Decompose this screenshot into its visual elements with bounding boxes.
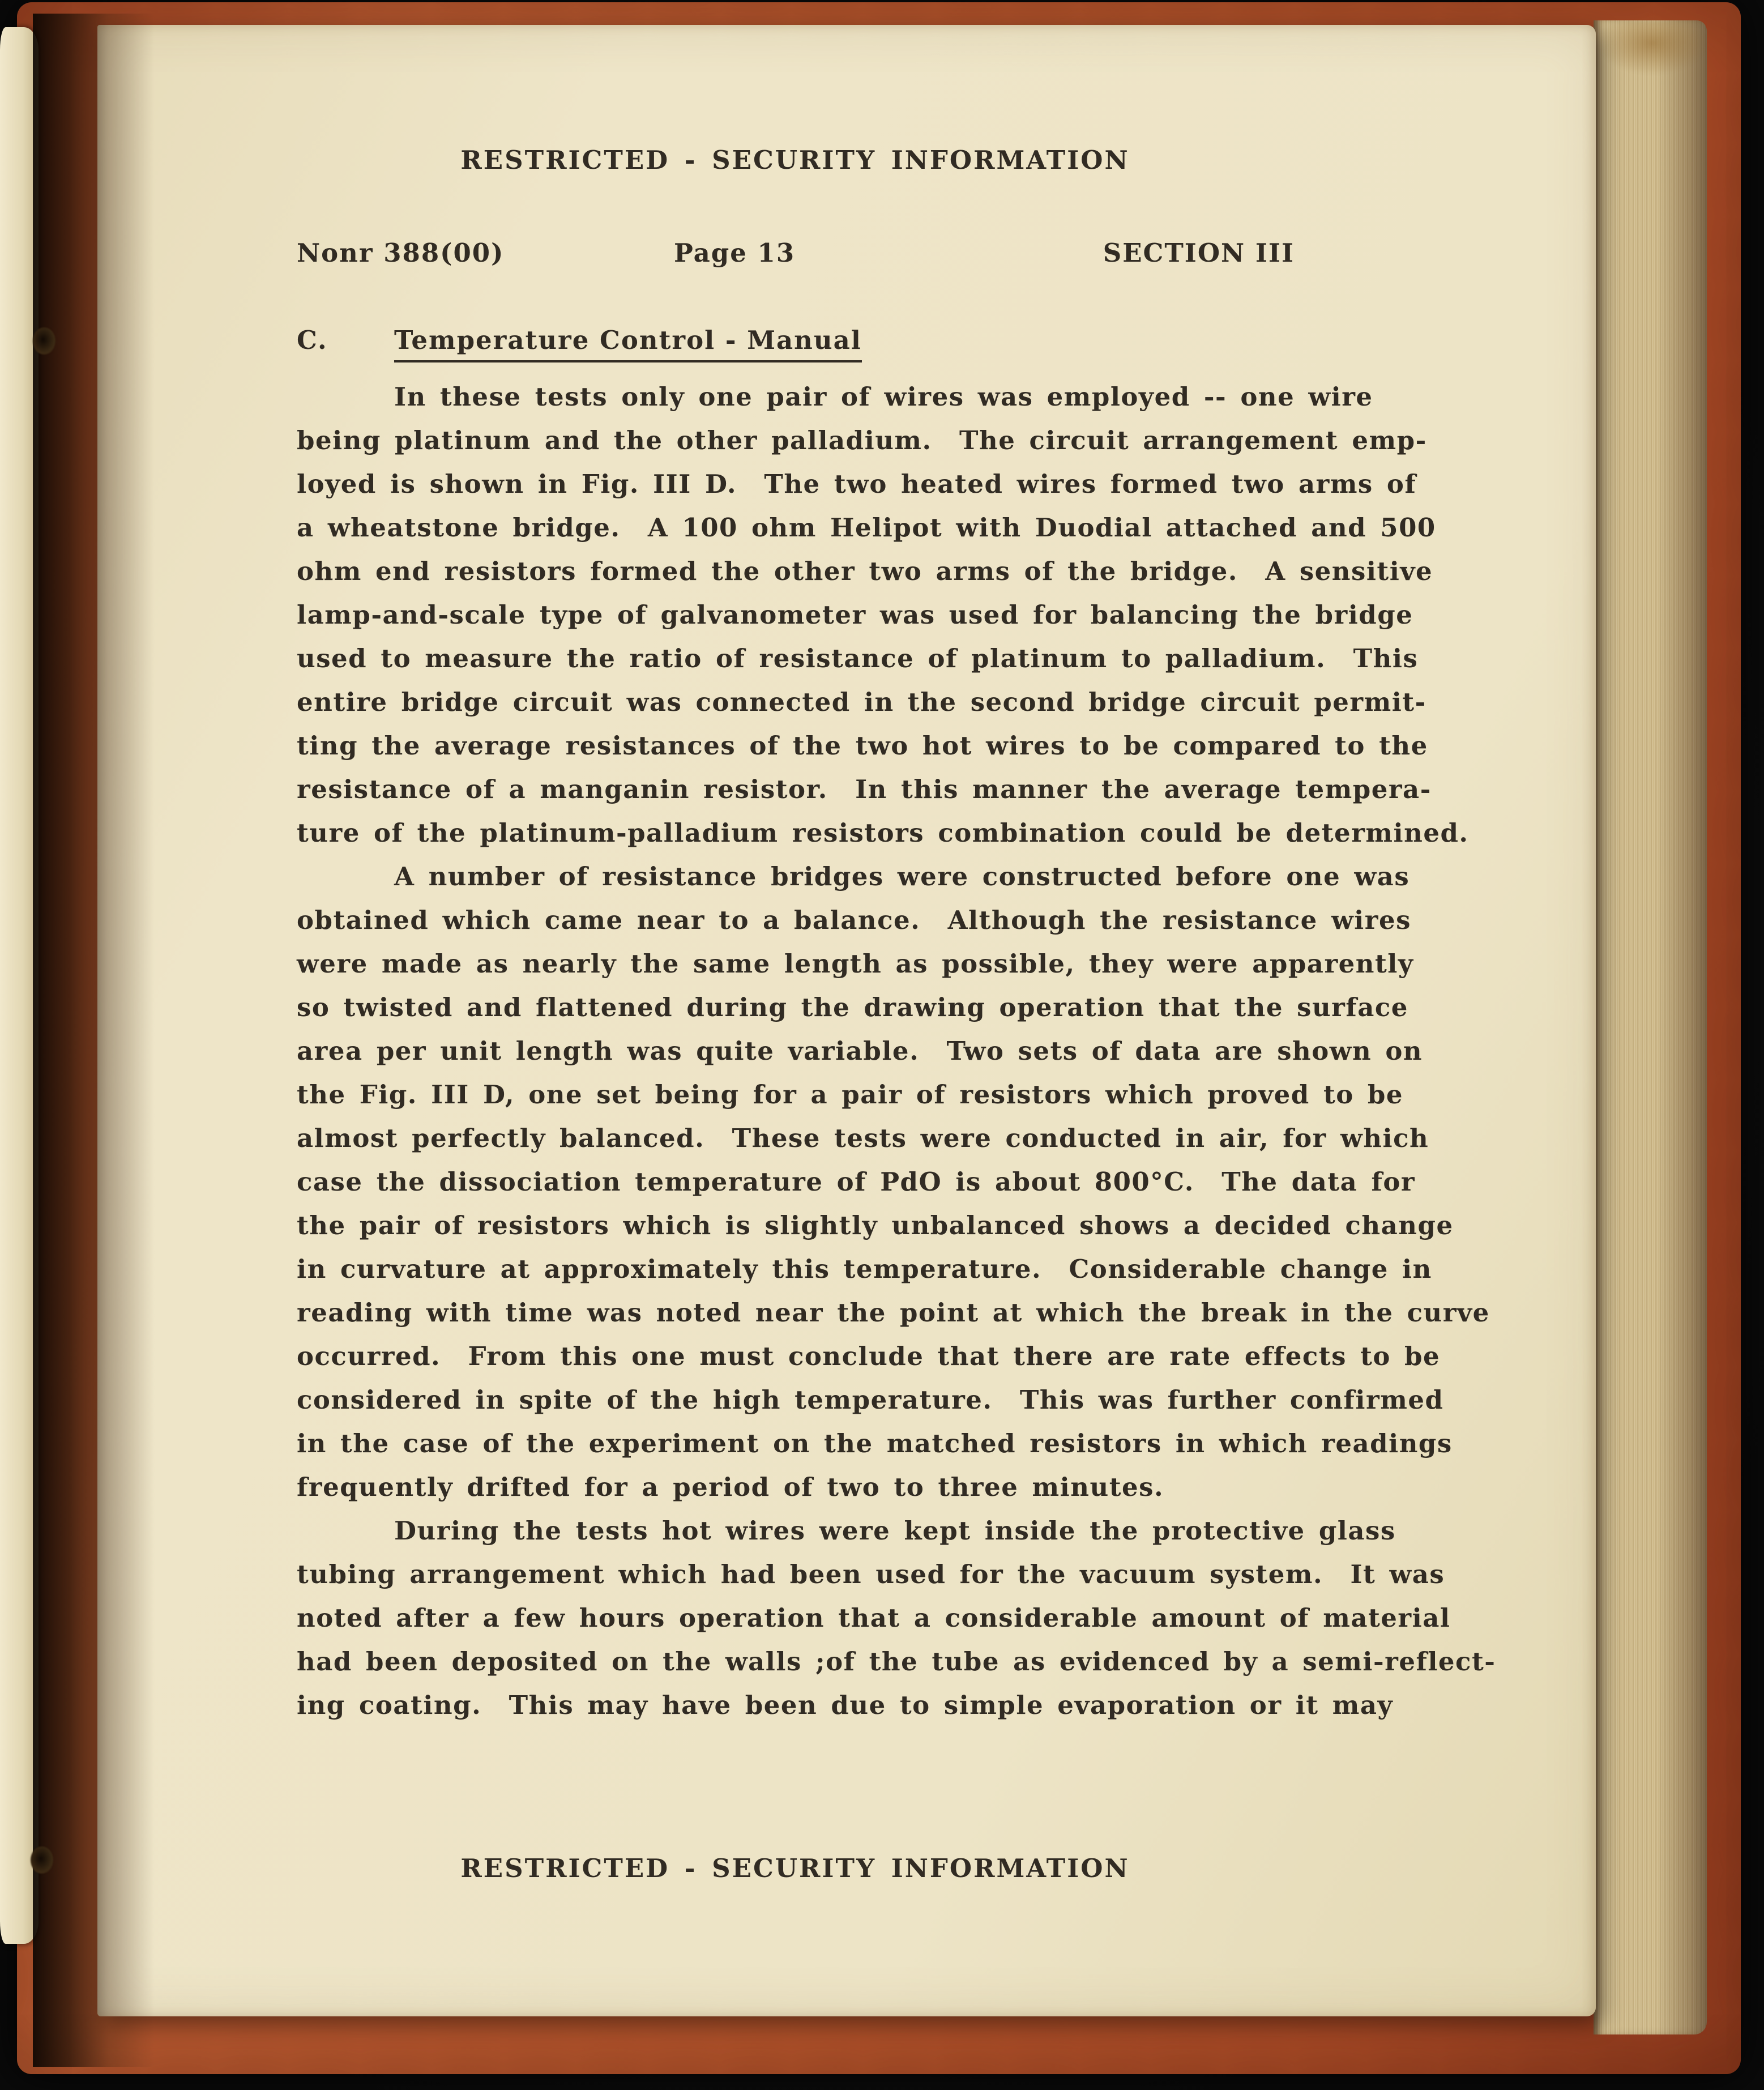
- text-line: ting the average resistances of the two hot wires to be compared to the: [297, 731, 1428, 761]
- classification-footer: RESTRICTED - SECURITY INFORMATION: [460, 1853, 1130, 1883]
- section-heading: [297, 325, 1295, 365]
- text-line: noted after a few hours operation that a considerable amount of material: [297, 1603, 1451, 1633]
- text-line: tubing arrangement which had been used for the vacuum system. It was: [297, 1559, 1445, 1589]
- text-line: so twisted and flattened during the drawing operation that the surface: [297, 992, 1408, 1022]
- text-line: considered in spite of the high temperature. This was further confirmed: [297, 1385, 1444, 1415]
- section-header: SECTION III: [1103, 238, 1295, 268]
- text-line: in the case of the experiment on the matched resistors in which readings: [297, 1428, 1453, 1458]
- text-line: were made as nearly the same length as possible, they were apparently: [297, 949, 1414, 979]
- text-line: ohm end resistors formed the other two arms of the bridge. A sensitive: [297, 556, 1433, 586]
- text-line: entire bridge circuit was connected in the second bridge circuit permit-: [297, 687, 1426, 717]
- text-line: lamp-and-scale type of galvanometer was used for balancing the bridge: [297, 600, 1413, 630]
- document-body: [297, 375, 1496, 1727]
- text-line: frequently drifted for a period of two to three minutes.: [297, 1472, 1164, 1502]
- text-line: loyed is shown in Fig. III D. The two heated wires formed two arms of: [297, 469, 1417, 499]
- text-line: almost perfectly balanced. These tests were conducted in air, for which: [297, 1123, 1429, 1153]
- text-line: ing coating. This may have been due to simple evaporation or it may: [297, 1690, 1394, 1720]
- paragraph-3: [297, 1509, 1496, 1727]
- paragraph-2: [297, 855, 1490, 1509]
- text-line: During the tests hot wires were kept inside the protective glass: [394, 1516, 1396, 1546]
- text-line: resistance of a manganin resistor. In this manner the average tempera-: [297, 774, 1432, 804]
- text-line: used to measure the ratio of resistance of platinum to palladium. This: [297, 643, 1419, 673]
- text-line: being platinum and the other palladium. The circuit arrangement emp-: [297, 425, 1427, 455]
- classification-header: RESTRICTED - SECURITY INFORMATION: [460, 145, 1130, 175]
- document-page: [97, 25, 1596, 2016]
- text-line: ture of the platinum-palladium resistors combination could be determined.: [297, 818, 1469, 848]
- paragraph-1: [297, 375, 1469, 855]
- text-line: reading with time was noted near the point at which the break in the curve: [297, 1298, 1490, 1328]
- page-stain: [1597, 22, 1707, 75]
- page-number: Page 13: [674, 238, 796, 268]
- text-line: A number of resistance bridges were constructed before one was: [394, 861, 1410, 892]
- page-meta-row: [297, 238, 1295, 273]
- text-line: had been deposited on the walls ;of the tube as evidenced by a semi-reflect-: [297, 1647, 1496, 1677]
- text-line: occurred. From this one must conclude that there are rate effects to be: [297, 1341, 1441, 1371]
- text-line: the Fig. III D, one set being for a pair of resistors which proved to be: [297, 1080, 1404, 1110]
- text-line: in curvature at approximately this temperature. Considerable change in: [297, 1254, 1432, 1284]
- section-title: Temperature Control - Manual: [394, 325, 862, 362]
- facing-page-edge: [0, 27, 39, 1944]
- text-line: a wheatstone bridge. A 100 ohm Helipot with Duodial attached and 500: [297, 513, 1436, 543]
- text-line: case the dissociation temperature of PdO is about 800°C. The data for: [297, 1167, 1416, 1197]
- text-line: area per unit length was quite variable. Two sets of data are shown on: [297, 1036, 1423, 1066]
- text-line: the pair of resistors which is slightly unbalanced shows a decided change: [297, 1210, 1454, 1240]
- page-edge-stack: [1594, 20, 1707, 2034]
- text-line: In these tests only one pair of wires was employed -- one wire: [394, 382, 1373, 412]
- contract-number: Nonr 388(00): [297, 238, 505, 268]
- section-label: C.: [297, 325, 328, 355]
- text-line: obtained which came near to a balance. Although the resistance wires: [297, 905, 1411, 935]
